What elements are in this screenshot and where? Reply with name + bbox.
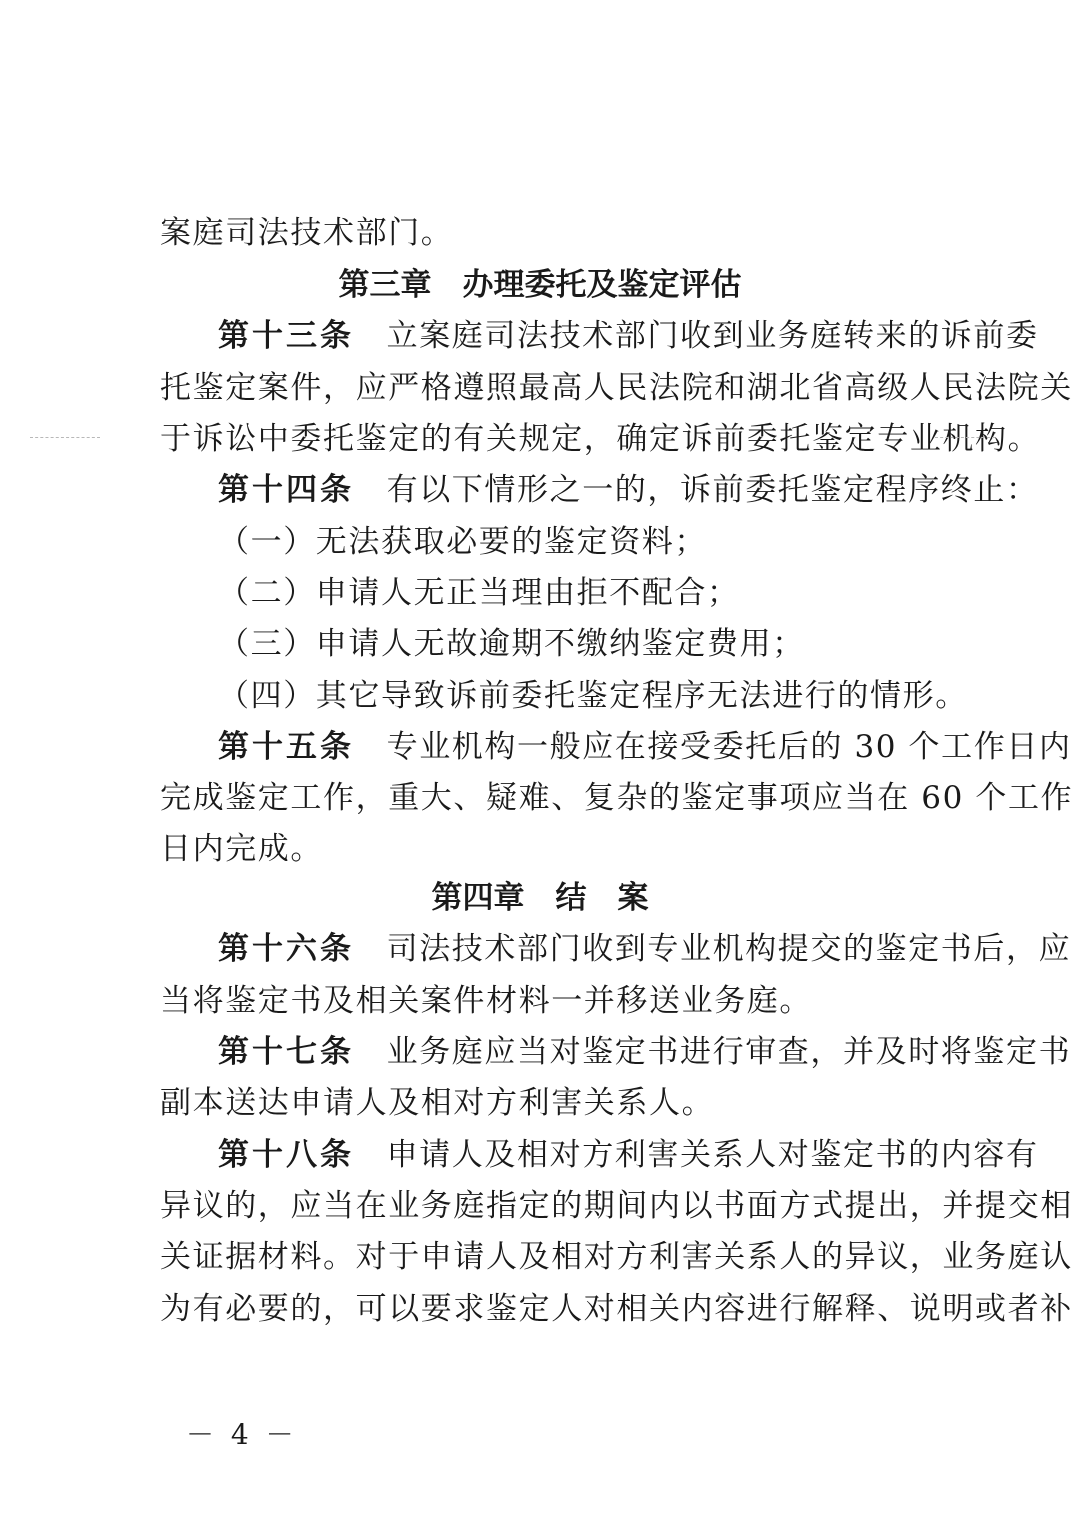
article-13-line [218,316,1039,356]
line-text: （二）申请人无正当理由拒不配合； [218,575,740,611]
body-text-line [160,778,1074,818]
line-text: 当将鉴定书及相关案件材料一并移送业务庭。 [160,983,812,1019]
line-text: 于诉讼中委托鉴定的有关规定，确定诉前委托鉴定专业机构。 [160,421,1041,457]
article-label: 第十四条 [218,472,354,508]
chapter-heading: 第四章 结 案 [431,880,649,916]
article-16-line [218,929,1072,969]
article-label: 第十三条 [218,318,354,354]
body-text-line [160,1186,1073,1226]
article-18-line [218,1135,1039,1175]
body-text-line [160,1083,960,1123]
article-label: 第十六条 [218,931,354,967]
line-text: 案庭司法技术部门。 [160,215,454,251]
line-text: 异议的，应当在业务庭指定的期间内以书面方式提出，并提交相 [160,1188,1073,1224]
scan-artifact [935,437,995,439]
line-text: 关证据材料。对于申请人及相对方利害关系人的异议，业务庭认 [160,1239,1073,1275]
line-text: 完成鉴定工作，重大、疑难、复杂的鉴定事项应当在 60 个工作 [160,780,1074,816]
line-text: 司法技术部门收到专业机构提交的鉴定书后，应 [354,931,1072,967]
list-item [218,573,1018,613]
article-label: 第十五条 [218,729,354,765]
article-label: 第十七条 [218,1034,354,1070]
body-text-line [160,1289,1073,1329]
body-text-line [160,1237,1073,1277]
line-text: 有以下情形之一的，诉前委托鉴定程序终止： [354,472,1039,508]
article-14-line [218,470,1039,510]
line-text: （三）申请人无故逾期不缴纳鉴定费用； [218,626,805,662]
line-text: （四）其它导致诉前委托鉴定程序无法进行的情形。 [218,678,968,714]
line-text: 托鉴定案件，应严格遵照最高人民法院和湖北省高级人民法院关 [160,370,1073,406]
line-text: 副本送达申请人及相对方利害关系人。 [160,1085,715,1121]
body-text-line [160,829,960,869]
body-text-line [160,981,960,1021]
article-label: 第十八条 [218,1137,354,1173]
list-item [218,522,1018,562]
line-text: 日内完成。 [160,831,323,867]
body-text-line [160,419,1041,459]
body-text-line [160,213,960,253]
line-text: 为有必要的，可以要求鉴定人对相关内容进行解释、说明或者补 [160,1291,1073,1327]
body-text-line [160,368,1073,408]
page-number: － 4 － [186,1418,298,1451]
list-item [218,676,1018,716]
line-text: 申请人及相对方利害关系人对鉴定书的内容有 [354,1137,1039,1173]
line-text: 专业机构一般应在接受委托后的 30 个工作日内 [354,729,1072,765]
scan-artifact [30,437,100,439]
line-text: 业务庭应当对鉴定书进行审查，并及时将鉴定书 [354,1034,1072,1070]
line-text: 立案庭司法技术部门收到业务庭转来的诉前委 [354,318,1039,354]
list-item [218,624,1018,664]
chapter-heading: 第三章 办理委托及鉴定评估 [338,267,742,303]
article-15-line [218,727,1072,767]
article-17-line [218,1032,1072,1072]
line-text: （一）无法获取必要的鉴定资料； [218,524,707,560]
